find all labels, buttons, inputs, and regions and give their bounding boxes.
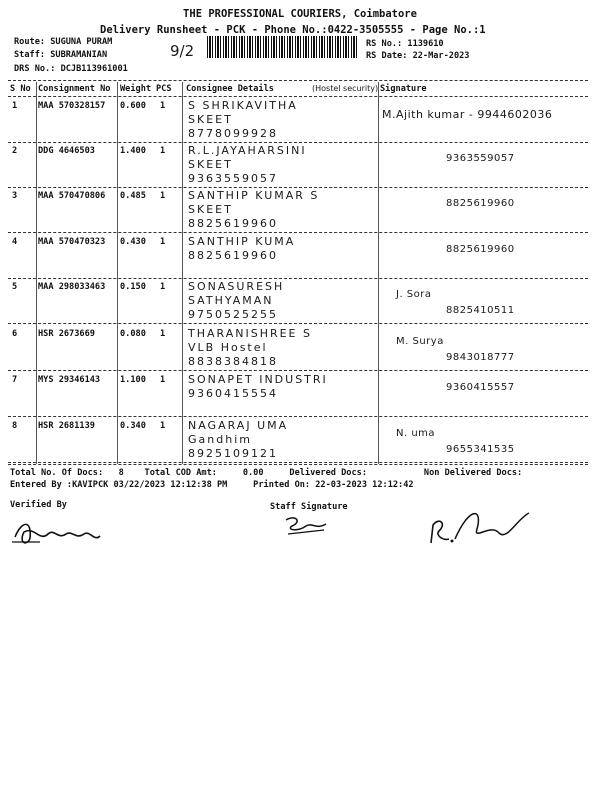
row-divider <box>8 416 588 417</box>
row-sno: 3 <box>12 191 18 201</box>
signature-text: N. uma <box>396 428 436 439</box>
consignee-line: R.L.JAYAHARSINI <box>188 144 307 157</box>
verifier-signature-scribble <box>10 512 105 552</box>
consignee-line: 9360415554 <box>188 387 278 400</box>
col-pcs: PCS <box>156 84 172 94</box>
row-consignment-no: MAA 570328157 <box>38 101 106 111</box>
signature-text: 8825619960 <box>446 244 515 255</box>
consignee-line: 9363559057 <box>188 172 278 185</box>
consignee-line: S SHRIKAVITHA <box>188 99 298 112</box>
row-divider <box>8 462 588 463</box>
consignee-line: SONASURESH <box>188 280 285 293</box>
row-divider <box>8 370 588 371</box>
consignee-line: VLB Hostel <box>188 341 268 354</box>
divider <box>8 96 588 97</box>
consignee-line: SONAPET INDUSTRI <box>188 373 328 386</box>
row-pcs: 1 <box>160 421 166 431</box>
consignee-line: Gandhim <box>188 433 252 446</box>
route-label: Route: SUGUNA PURAM <box>14 37 113 47</box>
consignee-line: 8778099928 <box>188 127 278 140</box>
row-sno: 4 <box>12 237 18 247</box>
row-weight: 0.080 <box>120 329 146 339</box>
row-weight: 0.485 <box>120 191 146 201</box>
col-signature: Signature <box>380 84 427 94</box>
signature-text: 9655341535 <box>446 444 515 455</box>
signature-text: 9363559057 <box>446 153 515 164</box>
signature-text: 8825410511 <box>446 305 515 316</box>
consignee-line: 9750525255 <box>188 308 278 321</box>
page-mark: 9/2 <box>170 42 195 60</box>
company-title: THE PROFESSIONAL COURIERS, Coimbatore <box>183 8 417 20</box>
consignee-line: SANTHIP KUMAR S <box>188 189 320 202</box>
table-row <box>8 418 588 463</box>
staff-signature-label: Staff Signature <box>270 502 348 512</box>
staff-label: Staff: SUBRAMANIAN <box>14 50 108 60</box>
col-consignment: Consignment No <box>38 84 111 94</box>
signature-text: 9360415557 <box>446 382 515 393</box>
signature-text: M.Ajith kumar - 9944602036 <box>382 108 553 121</box>
row-weight: 1.100 <box>120 375 146 385</box>
totals-line: Total No. Of Docs: 8 Total COD Amt: 0.00 Delivered Docs: Non Delivered Docs: <box>10 468 523 478</box>
consignee-line: 8825619960 <box>188 249 278 262</box>
row-pcs: 1 <box>160 375 166 385</box>
verified-by-label: Verified By <box>10 500 67 510</box>
row-sno: 7 <box>12 375 18 385</box>
consignee-line: 8838384818 <box>188 355 278 368</box>
row-pcs: 1 <box>160 146 166 156</box>
row-sno: 2 <box>12 146 18 156</box>
consignee-annotation: (Hostel security) <box>312 84 379 93</box>
drs-number: DRS No.: DCJB113961001 <box>14 64 128 74</box>
row-consignment-no: MYS 29346143 <box>38 375 101 385</box>
row-weight: 0.150 <box>120 282 146 292</box>
row-consignment-no: HSR 2673669 <box>38 329 95 339</box>
consignee-line: 8825619960 <box>188 217 278 230</box>
row-pcs: 1 <box>160 191 166 201</box>
consignee-line: 8925109121 <box>188 447 278 460</box>
row-consignment-no: MAA 570470806 <box>38 191 106 201</box>
table-header <box>0 84 600 96</box>
row-sno: 6 <box>12 329 18 339</box>
runsheet-title: Delivery Runsheet - PCK - Phone No.:0422-3505555 - Page No.:1 <box>100 24 486 36</box>
consignee-line: SATHYAMAN <box>188 294 274 307</box>
row-divider <box>8 323 588 324</box>
row-sno: 8 <box>12 421 18 431</box>
row-consignment-no: DDG 4646503 <box>38 146 95 156</box>
col-weight: Weight <box>120 84 152 94</box>
signature-text: 9843018777 <box>446 352 515 363</box>
row-pcs: 1 <box>160 237 166 247</box>
consignee-line: SKEET <box>188 203 233 216</box>
divider <box>8 80 588 81</box>
receiver-signature-scribble <box>425 503 535 553</box>
row-weight: 0.600 <box>120 101 146 111</box>
rs-number: RS No.: 1139610 <box>366 39 444 49</box>
row-sno: 1 <box>12 101 18 111</box>
consignee-line: NAGARAJ UMA <box>188 419 289 432</box>
row-consignment-no: MAA 298033463 <box>38 282 106 292</box>
consignee-line: SKEET <box>188 158 233 171</box>
col-sno: S No <box>10 84 31 94</box>
signature-text: 8825619960 <box>446 198 515 209</box>
signature-text: J. Sora <box>396 289 432 300</box>
row-divider <box>8 232 588 233</box>
entered-by-line: Entered By :KAVIPCK 03/22/2023 12:12:38 PM Printed On: 22-03-2023 12:12:42 <box>10 480 414 490</box>
row-weight: 1.400 <box>120 146 146 156</box>
row-pcs: 1 <box>160 282 166 292</box>
row-pcs: 1 <box>160 101 166 111</box>
barcode <box>207 36 359 58</box>
row-consignment-no: HSR 2681139 <box>38 421 95 431</box>
rs-date: RS Date: 22-Mar-2023 <box>366 51 470 61</box>
consignee-line: SKEET <box>188 113 233 126</box>
row-weight: 0.340 <box>120 421 146 431</box>
row-sno: 5 <box>12 282 18 292</box>
col-consignee: Consignee Details <box>186 84 274 94</box>
signature-text: M. Surya <box>396 336 444 347</box>
consignee-line: THARANISHREE S <box>188 327 312 340</box>
consignee-line: SANTHIP KUMA <box>188 235 296 248</box>
row-consignment-no: MAA 570470323 <box>38 237 106 247</box>
divider <box>8 464 588 465</box>
row-pcs: 1 <box>160 329 166 339</box>
row-weight: 0.430 <box>120 237 146 247</box>
staff-signature-scribble <box>282 512 332 538</box>
